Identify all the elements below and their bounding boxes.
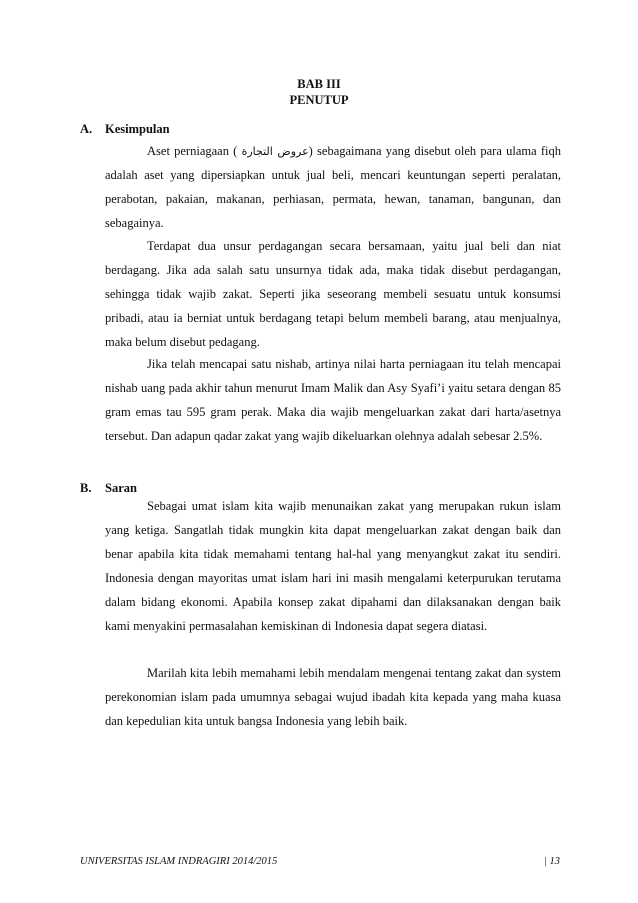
section-a-paragraph-2: Terdapat dua unsur perdagangan secara bersamaan, yaitu jual beli dan niat berdagang. Jika ada salah satu unsurnya tidak ada, maka tidak disebut perdagangan, sehingga tidak wajib zakat. Seperti jika seseorang membeli sesuatu untuk konsumsi pribadi, atau ia berniat untuk berdagang tetapi belum membeli barang, atau menjualnya, maka belum disebut pedagang. xyxy=(105,239,561,349)
section-b-title: Saran xyxy=(105,481,137,495)
section-a-paragraph-1-after: ) sebagaimana yang disebut oleh para ulama fiqh adalah aset yang dipersiapkan untuk jual beli, mencari keuntungan seperti peralatan, perabotan, pakaian, makanan, perhiasan, permata, hewan, tanaman, bangunan, dan sebagainya. xyxy=(105,144,562,230)
section-a-marker: A. xyxy=(80,122,93,136)
section-a-title: Kesimpulan xyxy=(105,122,170,136)
section-b-paragraph-2: Marilah kita lebih memahami lebih mendalam mengenai tentang zakat dan system perekonomian islam pada umumnya sebagai wujud ibadah kita kepada yang maha kuasa dan kepedulian kita untuk bangsa Indonesia yang lebih baik. xyxy=(105,666,561,728)
page-number: | 13 xyxy=(543,856,560,867)
section-a-paragraph-1-before: Aset perniagaan ( xyxy=(147,144,242,158)
chapter-title: PENUTUP xyxy=(289,93,349,107)
section-b-marker: B. xyxy=(80,481,92,495)
section-b-paragraph-1: Sebagai umat islam kita wajib menunaikan zakat yang merupakan rukun islam yang ketiga. Sangatlah tidak mungkin kita dapat mengeluarkan zakat dengan baik dan benar apabila kita tidak memahami tentang hal-hal yang menyangkut zakat itu sendiri. Indonesia dengan mayoritas umat islam hari ini masih mengalami keterpurukan terutama dalam bidang ekonomi. Apabila konsep zakat dipahami dan dilaksanakan dengan baik kami menyakini permasalahan kemiskinan di Indonesia dapat segera diatasi. xyxy=(105,499,561,633)
section-a-paragraph-3: Jika telah mencapai satu nishab, artinya nilai harta perniagaan itu telah mencapai nishab uang pada akhir tahun menurut Imam Malik dan Asy Syafi’i yaitu setara dengan 85 gram emas tau 595 gram perak. Maka dia wajib mengeluarkan zakat dari harta/asetnya tersebut. Dan adapun qadar zakat yang wajib dikeluarkan olehnya adalah sebesar 2.5%. xyxy=(105,357,561,443)
section-a-paragraph-1 xyxy=(105,140,561,236)
chapter-number: BAB III xyxy=(297,77,341,91)
footer-institution: UNIVERSITAS ISLAM INDRAGIRI 2014/2015 xyxy=(80,856,278,867)
arabic-term: عروض التجارة xyxy=(241,145,309,158)
